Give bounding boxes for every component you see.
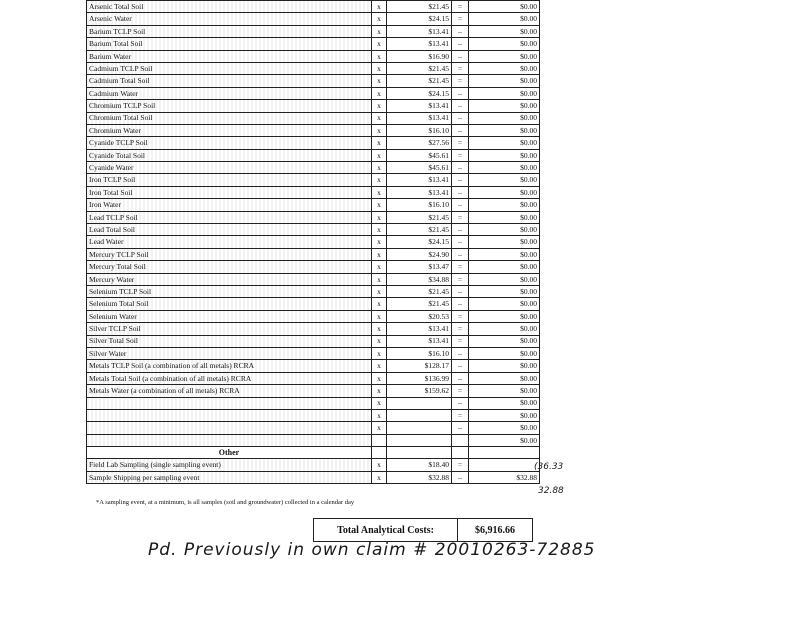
- analyte-name: Cyanide Total Soil: [87, 149, 372, 161]
- equals-mark: –: [452, 87, 469, 99]
- unit-price: $13.41: [387, 25, 452, 37]
- table-row: [87, 38, 540, 50]
- analyte-name: Mercury TCLP Soil: [87, 248, 372, 260]
- analyte-name: Cyanide TCLP Soil: [87, 137, 372, 149]
- selection-mark: x: [372, 211, 387, 223]
- line-total: $0.00: [469, 285, 540, 297]
- equals-mark: –: [452, 50, 469, 62]
- equals-mark: –: [452, 38, 469, 50]
- selection-mark: x: [372, 422, 387, 434]
- table-row: [87, 224, 540, 236]
- analyte-name: Lead Total Soil: [87, 224, 372, 236]
- unit-price: $13.41: [387, 335, 452, 347]
- equals-mark: –: [452, 397, 469, 409]
- line-total: $0.00: [469, 224, 540, 236]
- analyte-name: Iron Total Soil: [87, 186, 372, 198]
- unit-price: $45.61: [387, 149, 452, 161]
- equals-mark: –: [452, 162, 469, 174]
- analyte-name: Lead Water: [87, 236, 372, 248]
- equals-mark: =: [452, 75, 469, 87]
- table-row: [87, 372, 540, 384]
- total-analytical-costs-box: [313, 518, 533, 542]
- selection-mark: x: [372, 186, 387, 198]
- table-row: [87, 434, 540, 446]
- selection-mark: x: [372, 112, 387, 124]
- line-total: $0.00: [469, 273, 540, 285]
- analyte-name: Chromium Total Soil: [87, 112, 372, 124]
- table-row: [87, 236, 540, 248]
- unit-price: $24.15: [387, 13, 452, 25]
- equals-mark: –: [452, 124, 469, 136]
- table-row: [87, 360, 540, 372]
- line-total: $0.00: [469, 372, 540, 384]
- unit-price: $13.41: [387, 323, 452, 335]
- table-row: [87, 310, 540, 322]
- table-row: [87, 124, 540, 136]
- table-row: [87, 422, 540, 434]
- selection-mark: x: [372, 360, 387, 372]
- line-total: $0.00: [469, 149, 540, 161]
- selection-mark: x: [372, 347, 387, 359]
- selection-mark: [372, 434, 387, 446]
- unit-price: $13.41: [387, 112, 452, 124]
- handwritten-margin-note-1: (36.33: [534, 462, 564, 472]
- unit-price: $27.56: [387, 137, 452, 149]
- analyte-name: Arsenic Water: [87, 13, 372, 25]
- line-total: $0.00: [469, 422, 540, 434]
- analyte-name: [87, 434, 372, 446]
- line-total: $0.00: [469, 124, 540, 136]
- analyte-name: [87, 397, 372, 409]
- equals-mark: –: [452, 422, 469, 434]
- equals-mark: =: [452, 385, 469, 397]
- table-row: [87, 323, 540, 335]
- equals-mark: –: [452, 25, 469, 37]
- handwritten-margin-note-2: 32.88: [538, 486, 564, 496]
- unit-price: $13.41: [387, 174, 452, 186]
- equals-mark: =: [452, 409, 469, 421]
- selection-mark: x: [372, 174, 387, 186]
- line-total: $0.00: [469, 38, 540, 50]
- analyte-name: Cadmium Total Soil: [87, 75, 372, 87]
- table-row: [87, 347, 540, 359]
- table-row: [87, 285, 540, 297]
- table-row: [87, 459, 540, 471]
- line-total: $0.00: [469, 100, 540, 112]
- table-row: [87, 25, 540, 37]
- analyte-name: Barium Total Soil: [87, 38, 372, 50]
- table-row: [87, 174, 540, 186]
- line-total: $0.00: [469, 112, 540, 124]
- equals-mark: –: [452, 298, 469, 310]
- analyte-name: Cadmium TCLP Soil: [87, 62, 372, 74]
- unit-price: $159.62: [387, 385, 452, 397]
- table-row: [87, 162, 540, 174]
- analyte-name: Cadmium Water: [87, 87, 372, 99]
- total-value: $6,916.66: [475, 524, 515, 536]
- line-total: $0.00: [469, 186, 540, 198]
- unit-price: $24.15: [387, 236, 452, 248]
- line-total: $0.00: [469, 211, 540, 223]
- line-total: $0.00: [469, 397, 540, 409]
- selection-mark: x: [372, 124, 387, 136]
- line-total: $0.00: [469, 298, 540, 310]
- line-total: $0.00: [469, 199, 540, 211]
- equals-mark: –: [452, 372, 469, 384]
- equals-mark: –: [452, 224, 469, 236]
- equals-mark: =: [452, 310, 469, 322]
- line-total: $0.00: [469, 1, 540, 13]
- table-row: [87, 87, 540, 99]
- analyte-name: Silver TCLP Soil: [87, 323, 372, 335]
- table-row: [87, 211, 540, 223]
- line-total: $0.00: [469, 174, 540, 186]
- equals-mark: =: [452, 273, 469, 285]
- analyte-name: Mercury Total Soil: [87, 261, 372, 273]
- selection-mark: x: [372, 50, 387, 62]
- selection-mark: x: [372, 137, 387, 149]
- line-total: $0.00: [469, 310, 540, 322]
- line-total: $0.00: [469, 360, 540, 372]
- selection-mark: x: [372, 471, 387, 483]
- other-section-header-row: [87, 447, 540, 459]
- table-row: [87, 409, 540, 421]
- table-row: [87, 397, 540, 409]
- equals-mark: –: [452, 360, 469, 372]
- line-total: $0.00: [469, 13, 540, 25]
- line-total: $0.00: [469, 323, 540, 335]
- line-total: $0.00: [469, 434, 540, 446]
- selection-mark: x: [372, 38, 387, 50]
- equals-mark: –: [452, 100, 469, 112]
- equals-mark: =: [452, 335, 469, 347]
- table-row: [87, 385, 540, 397]
- selection-mark: x: [372, 13, 387, 25]
- selection-mark: x: [372, 1, 387, 13]
- table-row: [87, 199, 540, 211]
- unit-price: $13.41: [387, 38, 452, 50]
- equals-mark: =: [452, 211, 469, 223]
- line-total: $0.00: [469, 385, 540, 397]
- unit-price: $21.45: [387, 75, 452, 87]
- unit-price: $16.10: [387, 124, 452, 136]
- analyte-name: Chromium TCLP Soil: [87, 100, 372, 112]
- equals-mark: –: [452, 112, 469, 124]
- selection-mark: x: [372, 248, 387, 260]
- selection-mark: x: [372, 335, 387, 347]
- equals-mark: –: [452, 248, 469, 260]
- unit-price: $16.10: [387, 199, 452, 211]
- analyte-name: Cyanide Water: [87, 162, 372, 174]
- analyte-name: [87, 422, 372, 434]
- selection-mark: x: [372, 75, 387, 87]
- analyte-name: Selenium TCLP Soil: [87, 285, 372, 297]
- selection-mark: x: [372, 459, 387, 471]
- unit-price: [387, 409, 452, 421]
- equals-mark: –: [452, 347, 469, 359]
- empty-cell: [387, 447, 452, 459]
- unit-price: $13.41: [387, 100, 452, 112]
- line-total: $0.00: [469, 335, 540, 347]
- table-row: [87, 298, 540, 310]
- line-total: $0.00: [469, 87, 540, 99]
- selection-mark: x: [372, 62, 387, 74]
- analyte-name: Selenium Total Soil: [87, 298, 372, 310]
- line-total: $0.00: [469, 162, 540, 174]
- selection-mark: x: [372, 162, 387, 174]
- line-total: $0.00: [469, 50, 540, 62]
- analytical-costs-table: [86, 0, 540, 484]
- unit-price: $21.45: [387, 1, 452, 13]
- equals-mark: =: [452, 459, 469, 471]
- equals-mark: –: [452, 236, 469, 248]
- analytical-costs-rows: [87, 1, 540, 484]
- other-section-title: Other: [87, 447, 372, 459]
- table-row: [87, 471, 540, 483]
- line-total: $0.00: [469, 62, 540, 74]
- analyte-name: Iron Water: [87, 199, 372, 211]
- table-row: [87, 261, 540, 273]
- unit-price: $13.47: [387, 261, 452, 273]
- table-row: [87, 186, 540, 198]
- selection-mark: x: [372, 87, 387, 99]
- unit-price: $136.99: [387, 372, 452, 384]
- selection-mark: x: [372, 385, 387, 397]
- equals-mark: =: [452, 261, 469, 273]
- analyte-name: Lead TCLP Soil: [87, 211, 372, 223]
- table-row: [87, 335, 540, 347]
- selection-mark: x: [372, 285, 387, 297]
- table-row: [87, 137, 540, 149]
- selection-mark: x: [372, 409, 387, 421]
- analyte-name: Silver Total Soil: [87, 335, 372, 347]
- analyte-name: Barium TCLP Soil: [87, 25, 372, 37]
- analyte-name: Barium Water: [87, 50, 372, 62]
- table-row: [87, 100, 540, 112]
- unit-price: $16.10: [387, 347, 452, 359]
- unit-price: $20.53: [387, 310, 452, 322]
- selection-mark: x: [372, 236, 387, 248]
- analyte-name: Silver Water: [87, 347, 372, 359]
- unit-price: $21.45: [387, 224, 452, 236]
- unit-price: $18.40: [387, 459, 452, 471]
- equals-mark: –: [452, 199, 469, 211]
- selection-mark: x: [372, 261, 387, 273]
- unit-price: [387, 397, 452, 409]
- unit-price: [387, 422, 452, 434]
- table-row: [87, 149, 540, 161]
- line-total: $0.00: [469, 261, 540, 273]
- equals-mark: =: [452, 13, 469, 25]
- line-total: $0.00: [469, 248, 540, 260]
- selection-mark: x: [372, 199, 387, 211]
- unit-price: [387, 434, 452, 446]
- table-row: [87, 248, 540, 260]
- unit-price: $21.45: [387, 211, 452, 223]
- selection-mark: x: [372, 323, 387, 335]
- unit-price: $24.15: [387, 87, 452, 99]
- unit-price: $128.17: [387, 360, 452, 372]
- empty-cell: [372, 447, 387, 459]
- analyte-name: Iron TCLP Soil: [87, 174, 372, 186]
- analyte-name: Field Lab Sampling (single sampling event): [87, 459, 372, 471]
- handwritten-note: Pd. Previously in own claim # 20010263-72885: [148, 540, 596, 560]
- unit-price: $45.61: [387, 162, 452, 174]
- line-total: [469, 459, 540, 471]
- total-label: Total Analytical Costs:: [314, 519, 458, 541]
- equals-mark: =: [452, 137, 469, 149]
- analyte-name: Metals Water (a combination of all metals) RCRA: [87, 385, 372, 397]
- table-row: [87, 13, 540, 25]
- unit-price: $34.88: [387, 273, 452, 285]
- analyte-name: Metals Total Soil (a combination of all metals) RCRA: [87, 372, 372, 384]
- line-total: $0.00: [469, 236, 540, 248]
- unit-price: $13.41: [387, 186, 452, 198]
- selection-mark: x: [372, 25, 387, 37]
- analyte-name: Arsenic Total Soil: [87, 1, 372, 13]
- equals-mark: =: [452, 1, 469, 13]
- equals-mark: [452, 434, 469, 446]
- analyte-name: Mercury Water: [87, 273, 372, 285]
- unit-price: $32.88: [387, 471, 452, 483]
- unit-price: $21.45: [387, 62, 452, 74]
- line-total: $0.00: [469, 25, 540, 37]
- unit-price: $16.90: [387, 50, 452, 62]
- line-total: $0.00: [469, 75, 540, 87]
- table-row: [87, 75, 540, 87]
- equals-mark: –: [452, 186, 469, 198]
- selection-mark: x: [372, 397, 387, 409]
- analyte-name: [87, 409, 372, 421]
- table-row: [87, 62, 540, 74]
- line-total: $0.00: [469, 137, 540, 149]
- selection-mark: x: [372, 273, 387, 285]
- analyte-name: Selenium Water: [87, 310, 372, 322]
- selection-mark: x: [372, 100, 387, 112]
- unit-price: $24.90: [387, 248, 452, 260]
- unit-price: $21.45: [387, 285, 452, 297]
- table-row: [87, 273, 540, 285]
- selection-mark: x: [372, 310, 387, 322]
- line-total: $0.00: [469, 347, 540, 359]
- selection-mark: x: [372, 224, 387, 236]
- table-row: [87, 1, 540, 13]
- line-total: $0.00: [469, 409, 540, 421]
- line-total: $32.88: [469, 471, 540, 483]
- analyte-name: Metals TCLP Soil (a combination of all metals) RCRA: [87, 360, 372, 372]
- equals-mark: –: [452, 285, 469, 297]
- selection-mark: x: [372, 298, 387, 310]
- equals-mark: =: [452, 323, 469, 335]
- footnote: *A sampling event, at a minimum, is all samples (soil and groundwater) collected in a calendar day: [96, 499, 355, 506]
- empty-cell: [452, 447, 469, 459]
- equals-mark: =: [452, 62, 469, 74]
- table-row: [87, 112, 540, 124]
- unit-price: $21.45: [387, 298, 452, 310]
- selection-mark: x: [372, 372, 387, 384]
- selection-mark: x: [372, 149, 387, 161]
- equals-mark: –: [452, 174, 469, 186]
- equals-mark: –: [452, 471, 469, 483]
- empty-cell: [469, 447, 540, 459]
- equals-mark: =: [452, 149, 469, 161]
- analyte-name: Chromium Water: [87, 124, 372, 136]
- table-row: [87, 50, 540, 62]
- analyte-name: Sample Shipping per sampling event: [87, 471, 372, 483]
